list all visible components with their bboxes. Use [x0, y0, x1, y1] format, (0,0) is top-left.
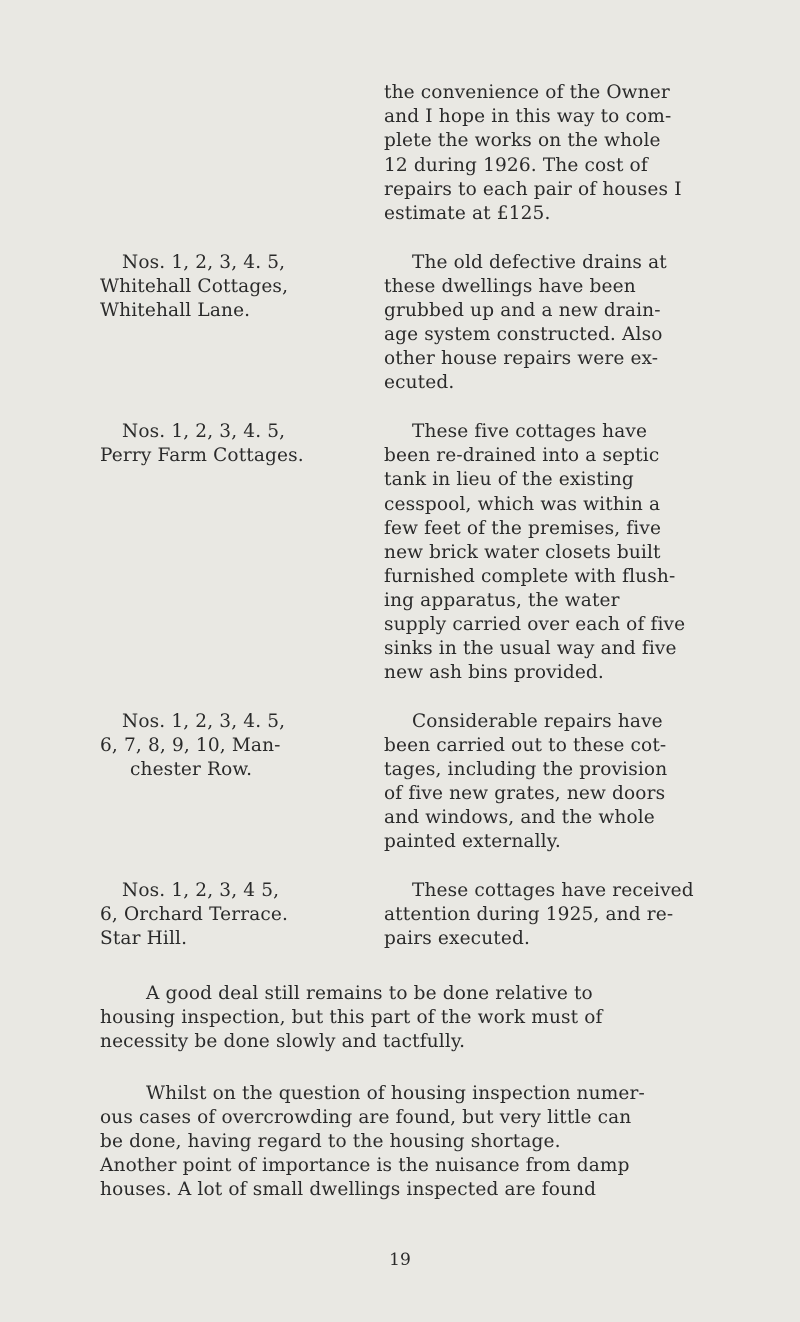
text-line: painted externally.: [384, 831, 561, 852]
text-line: These cottages have received: [412, 880, 694, 901]
text-line: The old defective drains at: [412, 252, 667, 273]
text-line: other house repairs were ex-: [384, 348, 659, 369]
text-line: sinks in the usual way and five: [384, 638, 677, 659]
address-line: Whitehall Lane.: [100, 300, 251, 321]
address-line: Nos. 1, 2, 3, 4 5,: [122, 880, 280, 901]
text-line: These five cottages have: [412, 421, 648, 442]
text-line: ous cases of overcrowding are found, but very little can: [100, 1107, 632, 1128]
address-line: Perry Farm Cottages.: [100, 445, 304, 466]
text-line: supply carried over each of five: [384, 614, 686, 635]
text-line: plete the works on the whole: [384, 130, 661, 151]
text-line: been re-drained into a septic: [384, 445, 660, 466]
address-line: 6, Orchard Terrace.: [100, 904, 289, 925]
text-line: Another point of importance is the nuisance from damp: [100, 1155, 630, 1176]
text-line: these dwellings have been: [384, 276, 636, 297]
text-line: Considerable repairs have: [412, 711, 663, 732]
page-number: 19: [389, 1250, 411, 1270]
text-line: repairs to each pair of houses I: [384, 179, 682, 200]
text-line: A good deal still remains to be done relative to: [146, 983, 593, 1004]
text-line: attention during 1925, and re-: [384, 904, 674, 925]
address-line: Nos. 1, 2, 3, 4. 5,: [122, 252, 286, 273]
text-line: ecuted.: [384, 372, 455, 393]
address-line: chester Row.: [130, 759, 253, 780]
text-line: tages, including the provision: [384, 759, 668, 780]
text-line: age system constructed. Also: [384, 324, 663, 345]
text-line: estimate at £125.: [384, 203, 551, 224]
text-line: of five new grates, new doors: [384, 783, 666, 804]
text-line: be done, having regard to the housing shortage.: [100, 1131, 561, 1152]
text-line: been carried out to these cot-: [384, 735, 667, 756]
text-line: 12 during 1926. The cost of: [384, 155, 648, 176]
text-line: new ash bins provided.: [384, 662, 604, 683]
text-line: and I hope in this way to com-: [384, 106, 672, 127]
address-line: Nos. 1, 2, 3, 4. 5,: [122, 421, 286, 442]
address-line: Whitehall Cottages,: [100, 276, 289, 297]
text-line: ing apparatus, the water: [384, 590, 620, 611]
text-line: pairs executed.: [384, 928, 530, 949]
text-line: the convenience of the Owner: [384, 82, 670, 103]
text-line: new brick water closets built: [384, 542, 661, 563]
text-line: tank in lieu of the existing: [384, 469, 634, 490]
text-line: furnished complete with flush-: [384, 566, 676, 587]
address-line: Star Hill.: [100, 928, 188, 949]
address-line: Nos. 1, 2, 3, 4. 5,: [122, 711, 286, 732]
text-line: grubbed up and a new drain-: [384, 300, 661, 321]
text-line: and windows, and the whole: [384, 807, 655, 828]
text-line: cesspool, which was within a: [384, 494, 661, 515]
text-line: few feet of the premises, five: [384, 518, 662, 539]
address-line: 6, 7, 8, 9, 10, Man-: [100, 735, 281, 756]
text-line: houses. A lot of small dwellings inspected are found: [100, 1179, 597, 1200]
text-line: housing inspection, but this part of the work must of: [100, 1007, 603, 1028]
text-line: Whilst on the question of housing inspection numer-: [146, 1083, 645, 1104]
text-line: necessity be done slowly and tactfully.: [100, 1031, 466, 1052]
